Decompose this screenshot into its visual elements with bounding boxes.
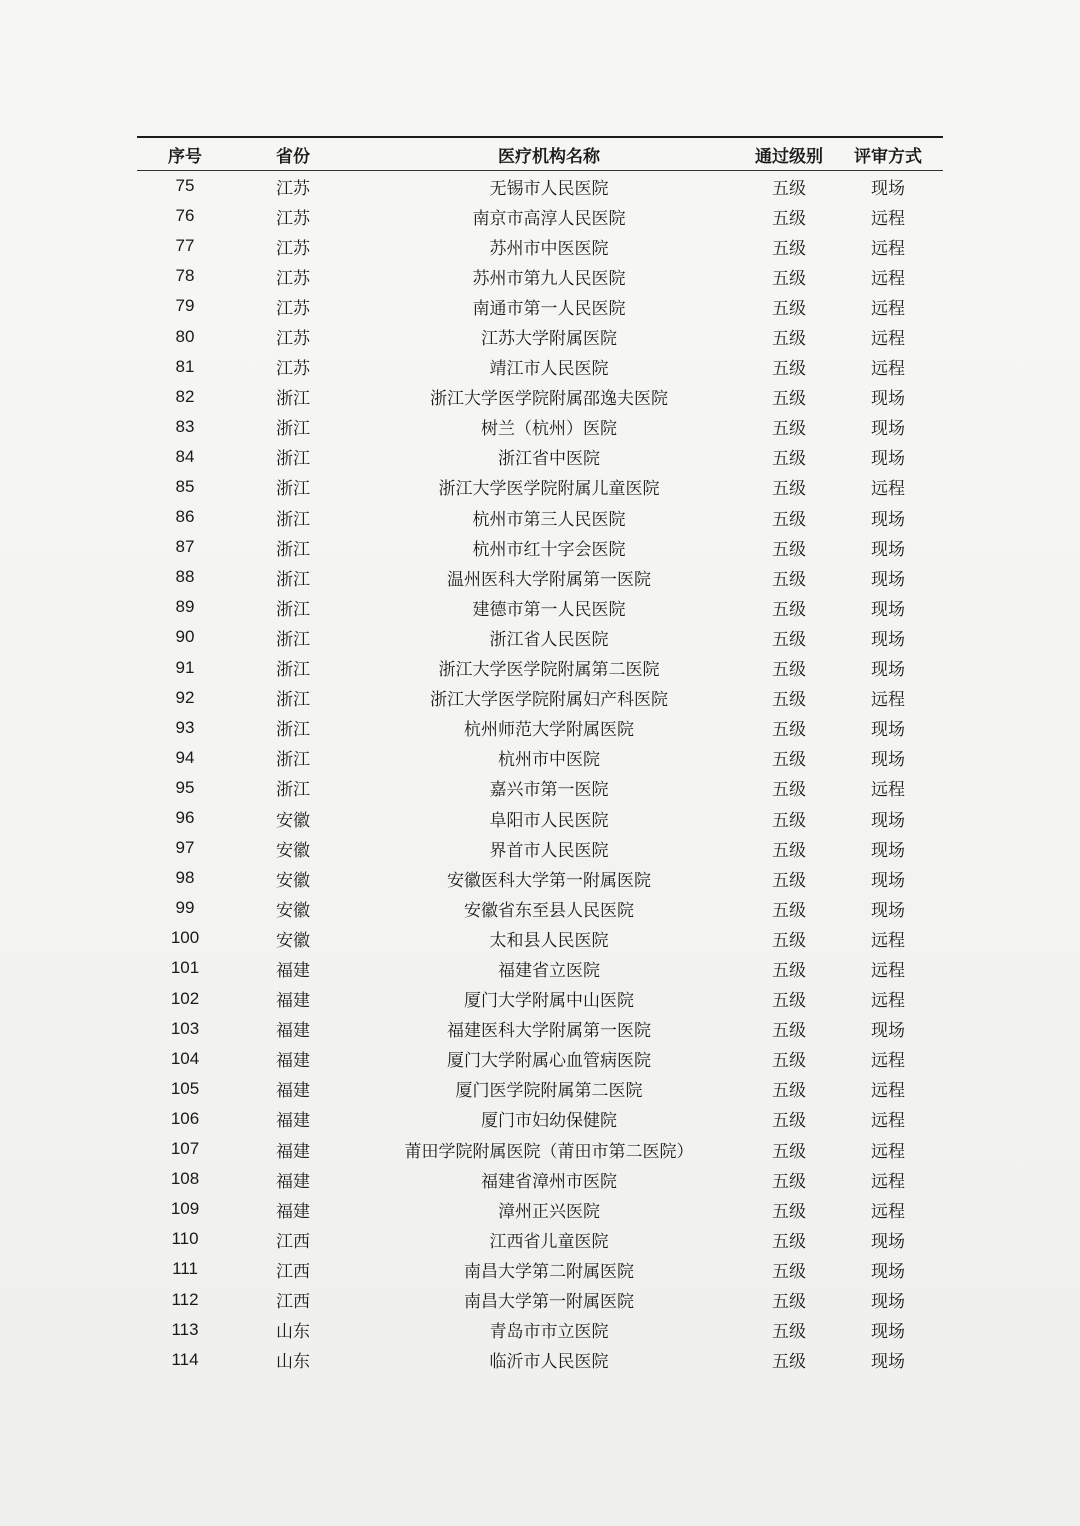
table-row bbox=[137, 592, 943, 622]
cell-name: 南昌大学第二附属医院 bbox=[464, 1261, 634, 1282]
cell-name: 杭州师范大学附属医院 bbox=[464, 720, 634, 741]
cell-level: 五级 bbox=[772, 238, 806, 259]
table-row bbox=[137, 1074, 943, 1104]
table-row bbox=[137, 1014, 943, 1044]
cell-name: 江苏大学附属医院 bbox=[481, 329, 617, 350]
cell-level: 五级 bbox=[772, 810, 806, 831]
cell-name: 厦门大学附属心血管病医院 bbox=[447, 1051, 651, 1072]
table-row bbox=[137, 321, 943, 351]
cell-no: 90 bbox=[175, 627, 195, 647]
cell-name: 靖江市人民医院 bbox=[489, 359, 609, 380]
cell-province: 安徽 bbox=[276, 810, 310, 831]
cell-no: 92 bbox=[175, 687, 195, 707]
cell-level: 五级 bbox=[772, 750, 806, 771]
cell-level: 五级 bbox=[772, 178, 806, 199]
cell-province: 浙江 bbox=[276, 389, 310, 410]
cell-name: 莆田学院附属医院（莆田市第二医院） bbox=[404, 1141, 694, 1162]
cell-mode: 现场 bbox=[871, 539, 905, 560]
table-row bbox=[137, 1345, 943, 1375]
cell-mode: 远程 bbox=[871, 1201, 905, 1222]
cell-level: 五级 bbox=[772, 1261, 806, 1282]
cell-province: 浙江 bbox=[276, 690, 310, 711]
cell-level: 五级 bbox=[772, 1322, 806, 1343]
cell-mode: 现场 bbox=[871, 599, 905, 620]
cell-name: 杭州市第三人民医院 bbox=[472, 509, 626, 530]
cell-level: 五级 bbox=[772, 298, 806, 319]
table-row bbox=[137, 1044, 943, 1074]
cell-no: 79 bbox=[175, 296, 195, 316]
cell-no: 80 bbox=[175, 326, 195, 346]
cell-mode: 现场 bbox=[871, 419, 905, 440]
cell-province: 安徽 bbox=[276, 840, 310, 861]
cell-province: 江苏 bbox=[276, 359, 310, 380]
cell-name: 临沂市人民医院 bbox=[489, 1352, 609, 1373]
hospital-table bbox=[137, 136, 943, 1375]
cell-province: 福建 bbox=[276, 960, 310, 981]
cell-name: 厦门大学附属中山医院 bbox=[464, 991, 634, 1012]
cell-no: 84 bbox=[175, 446, 195, 466]
cell-mode: 现场 bbox=[871, 1292, 905, 1313]
cell-level: 五级 bbox=[772, 991, 806, 1012]
cell-no: 101 bbox=[170, 958, 200, 978]
table-row bbox=[137, 1164, 943, 1194]
cell-mode: 现场 bbox=[871, 840, 905, 861]
cell-name: 青岛市市立医院 bbox=[489, 1322, 609, 1343]
table-body bbox=[137, 171, 943, 1375]
cell-level: 五级 bbox=[772, 479, 806, 500]
cell-name: 厦门市妇幼保健院 bbox=[481, 1111, 617, 1132]
cell-name: 浙江省人民医院 bbox=[489, 629, 609, 650]
cell-mode: 现场 bbox=[871, 1231, 905, 1252]
cell-name: 浙江大学医学院附属邵逸夫医院 bbox=[430, 389, 668, 410]
cell-province: 福建 bbox=[276, 991, 310, 1012]
cell-mode: 远程 bbox=[871, 1141, 905, 1162]
table-row bbox=[137, 291, 943, 321]
cell-no: 104 bbox=[170, 1048, 200, 1068]
cell-province: 江苏 bbox=[276, 238, 310, 259]
table-row bbox=[137, 201, 943, 231]
table-row bbox=[137, 893, 943, 923]
cell-no: 102 bbox=[170, 988, 200, 1008]
cell-province: 浙江 bbox=[276, 780, 310, 801]
cell-level: 五级 bbox=[772, 569, 806, 590]
cell-name: 无锡市人民医院 bbox=[489, 178, 609, 199]
cell-no: 109 bbox=[170, 1199, 200, 1219]
cell-no: 75 bbox=[175, 176, 195, 196]
cell-level: 五级 bbox=[772, 389, 806, 410]
cell-mode: 远程 bbox=[871, 780, 905, 801]
table-row bbox=[137, 833, 943, 863]
table-row bbox=[137, 562, 943, 592]
cell-province: 浙江 bbox=[276, 509, 310, 530]
cell-name: 建德市第一人民医院 bbox=[472, 599, 626, 620]
table-row bbox=[137, 472, 943, 502]
table-row bbox=[137, 683, 943, 713]
cell-level: 五级 bbox=[772, 1171, 806, 1192]
cell-level: 五级 bbox=[772, 900, 806, 921]
cell-level: 五级 bbox=[772, 870, 806, 891]
cell-province: 浙江 bbox=[276, 599, 310, 620]
cell-province: 浙江 bbox=[276, 750, 310, 771]
cell-level: 五级 bbox=[772, 329, 806, 350]
cell-level: 五级 bbox=[772, 1352, 806, 1373]
cell-province: 安徽 bbox=[276, 900, 310, 921]
cell-province: 福建 bbox=[276, 1201, 310, 1222]
table-row bbox=[137, 953, 943, 983]
cell-province: 江苏 bbox=[276, 298, 310, 319]
cell-level: 五级 bbox=[772, 539, 806, 560]
cell-level: 五级 bbox=[772, 419, 806, 440]
cell-no: 108 bbox=[170, 1169, 200, 1189]
cell-province: 福建 bbox=[276, 1051, 310, 1072]
cell-level: 五级 bbox=[772, 1021, 806, 1042]
cell-no: 97 bbox=[175, 838, 195, 858]
cell-province: 安徽 bbox=[276, 870, 310, 891]
cell-no: 96 bbox=[175, 808, 195, 828]
cell-no: 83 bbox=[175, 416, 195, 436]
cell-name: 温州医科大学附属第一医院 bbox=[447, 569, 651, 590]
table-row bbox=[137, 502, 943, 532]
table-row bbox=[137, 863, 943, 893]
cell-mode: 现场 bbox=[871, 660, 905, 681]
cell-mode: 远程 bbox=[871, 991, 905, 1012]
cell-mode: 远程 bbox=[871, 930, 905, 951]
cell-name: 南昌大学第一附属医院 bbox=[464, 1292, 634, 1313]
cell-province: 浙江 bbox=[276, 419, 310, 440]
table-row bbox=[137, 442, 943, 472]
cell-province: 江苏 bbox=[276, 208, 310, 229]
cell-no: 86 bbox=[175, 507, 195, 527]
header-no: 序号 bbox=[168, 146, 202, 167]
cell-mode: 现场 bbox=[871, 389, 905, 410]
cell-level: 五级 bbox=[772, 780, 806, 801]
cell-name: 太和县人民医院 bbox=[489, 930, 609, 951]
cell-level: 五级 bbox=[772, 449, 806, 470]
cell-level: 五级 bbox=[772, 509, 806, 530]
cell-no: 91 bbox=[175, 657, 195, 677]
cell-no: 82 bbox=[175, 386, 195, 406]
header-province: 省份 bbox=[276, 146, 310, 167]
cell-mode: 现场 bbox=[871, 569, 905, 590]
cell-mode: 现场 bbox=[871, 178, 905, 199]
cell-name: 南通市第一人民医院 bbox=[472, 298, 626, 319]
cell-province: 福建 bbox=[276, 1141, 310, 1162]
cell-province: 福建 bbox=[276, 1021, 310, 1042]
cell-name: 嘉兴市第一医院 bbox=[489, 780, 609, 801]
cell-mode: 现场 bbox=[871, 1021, 905, 1042]
cell-no: 95 bbox=[175, 777, 195, 797]
cell-mode: 现场 bbox=[871, 509, 905, 530]
cell-mode: 现场 bbox=[871, 1322, 905, 1343]
cell-name: 福建医科大学附属第一医院 bbox=[447, 1021, 651, 1042]
cell-mode: 远程 bbox=[871, 298, 905, 319]
cell-no: 99 bbox=[175, 898, 195, 918]
cell-province: 浙江 bbox=[276, 479, 310, 500]
table-row bbox=[137, 743, 943, 773]
cell-no: 77 bbox=[175, 236, 195, 256]
cell-no: 103 bbox=[170, 1018, 200, 1038]
cell-name: 浙江省中医院 bbox=[498, 449, 600, 470]
cell-mode: 现场 bbox=[871, 720, 905, 741]
table-row bbox=[137, 412, 943, 442]
table-header-row bbox=[137, 138, 943, 171]
table-row bbox=[137, 803, 943, 833]
cell-mode: 远程 bbox=[871, 208, 905, 229]
cell-name: 福建省立医院 bbox=[498, 960, 600, 981]
cell-province: 江西 bbox=[276, 1231, 310, 1252]
cell-mode: 现场 bbox=[871, 1261, 905, 1282]
cell-mode: 远程 bbox=[871, 1051, 905, 1072]
cell-no: 93 bbox=[175, 717, 195, 737]
cell-name: 安徽医科大学第一附属医院 bbox=[447, 870, 651, 891]
cell-name: 杭州市红十字会医院 bbox=[472, 539, 626, 560]
cell-mode: 远程 bbox=[871, 1171, 905, 1192]
cell-province: 福建 bbox=[276, 1171, 310, 1192]
cell-mode: 远程 bbox=[871, 359, 905, 380]
cell-mode: 现场 bbox=[871, 1352, 905, 1373]
cell-no: 100 bbox=[170, 928, 200, 948]
cell-no: 89 bbox=[175, 597, 195, 617]
header-level: 通过级别 bbox=[755, 146, 823, 167]
cell-level: 五级 bbox=[772, 690, 806, 711]
cell-province: 江西 bbox=[276, 1261, 310, 1282]
cell-mode: 远程 bbox=[871, 690, 905, 711]
table-row bbox=[137, 713, 943, 743]
cell-name: 树兰（杭州）医院 bbox=[481, 419, 617, 440]
table-row bbox=[137, 1315, 943, 1345]
cell-province: 山东 bbox=[276, 1352, 310, 1373]
cell-province: 浙江 bbox=[276, 629, 310, 650]
cell-mode: 远程 bbox=[871, 479, 905, 500]
table-row bbox=[137, 1194, 943, 1224]
cell-mode: 远程 bbox=[871, 960, 905, 981]
cell-level: 五级 bbox=[772, 1141, 806, 1162]
cell-level: 五级 bbox=[772, 840, 806, 861]
cell-no: 87 bbox=[175, 537, 195, 557]
cell-province: 浙江 bbox=[276, 569, 310, 590]
table-row bbox=[137, 261, 943, 291]
cell-level: 五级 bbox=[772, 1292, 806, 1313]
table-row bbox=[137, 352, 943, 382]
cell-province: 江苏 bbox=[276, 268, 310, 289]
cell-no: 111 bbox=[172, 1259, 198, 1279]
cell-name: 浙江大学医学院附属儿童医院 bbox=[438, 479, 660, 500]
cell-level: 五级 bbox=[772, 1111, 806, 1132]
cell-no: 114 bbox=[171, 1349, 199, 1369]
cell-province: 浙江 bbox=[276, 539, 310, 560]
cell-mode: 远程 bbox=[871, 268, 905, 289]
cell-name: 阜阳市人民医院 bbox=[489, 810, 609, 831]
cell-province: 江西 bbox=[276, 1292, 310, 1313]
table-row bbox=[137, 923, 943, 953]
cell-no: 94 bbox=[175, 747, 195, 767]
table-row bbox=[137, 171, 943, 201]
cell-province: 浙江 bbox=[276, 660, 310, 681]
table-row bbox=[137, 1254, 943, 1284]
cell-mode: 远程 bbox=[871, 329, 905, 350]
cell-mode: 现场 bbox=[871, 629, 905, 650]
cell-province: 江苏 bbox=[276, 178, 310, 199]
cell-province: 浙江 bbox=[276, 720, 310, 741]
cell-name: 漳州正兴医院 bbox=[498, 1201, 600, 1222]
table-row bbox=[137, 622, 943, 652]
cell-name: 江西省儿童医院 bbox=[489, 1231, 609, 1252]
cell-no: 85 bbox=[175, 476, 195, 496]
cell-no: 112 bbox=[171, 1289, 199, 1309]
cell-name: 安徽省东至县人民医院 bbox=[464, 900, 634, 921]
cell-no: 113 bbox=[171, 1319, 199, 1339]
cell-name: 杭州市中医院 bbox=[498, 750, 600, 771]
cell-mode: 远程 bbox=[871, 238, 905, 259]
cell-level: 五级 bbox=[772, 1231, 806, 1252]
cell-mode: 现场 bbox=[871, 900, 905, 921]
cell-province: 福建 bbox=[276, 1111, 310, 1132]
cell-level: 五级 bbox=[772, 629, 806, 650]
cell-mode: 远程 bbox=[871, 1081, 905, 1102]
table-row bbox=[137, 773, 943, 803]
cell-mode: 现场 bbox=[871, 449, 905, 470]
cell-level: 五级 bbox=[772, 1201, 806, 1222]
table-row bbox=[137, 231, 943, 261]
table-row bbox=[137, 653, 943, 683]
cell-name: 浙江大学医学院附属第二医院 bbox=[438, 660, 660, 681]
table-row bbox=[137, 382, 943, 412]
cell-name: 南京市高淳人民医院 bbox=[472, 208, 626, 229]
cell-level: 五级 bbox=[772, 960, 806, 981]
cell-mode: 远程 bbox=[871, 1111, 905, 1132]
cell-no: 110 bbox=[171, 1229, 199, 1249]
cell-province: 山东 bbox=[276, 1322, 310, 1343]
cell-province: 福建 bbox=[276, 1081, 310, 1102]
cell-no: 98 bbox=[175, 868, 195, 888]
table-row bbox=[137, 1224, 943, 1254]
cell-no: 78 bbox=[175, 266, 195, 286]
cell-mode: 现场 bbox=[871, 750, 905, 771]
cell-level: 五级 bbox=[772, 930, 806, 951]
cell-name: 苏州市中医医院 bbox=[489, 238, 609, 259]
cell-name: 界首市人民医院 bbox=[489, 840, 609, 861]
cell-level: 五级 bbox=[772, 359, 806, 380]
cell-level: 五级 bbox=[772, 1051, 806, 1072]
cell-no: 106 bbox=[170, 1108, 200, 1128]
cell-province: 安徽 bbox=[276, 930, 310, 951]
cell-name: 福建省漳州市医院 bbox=[481, 1171, 617, 1192]
cell-name: 浙江大学医学院附属妇产科医院 bbox=[430, 690, 668, 711]
table-row bbox=[137, 532, 943, 562]
cell-no: 88 bbox=[175, 567, 195, 587]
table-row bbox=[137, 1104, 943, 1134]
cell-mode: 现场 bbox=[871, 870, 905, 891]
cell-province: 浙江 bbox=[276, 449, 310, 470]
table-row bbox=[137, 984, 943, 1014]
cell-mode: 现场 bbox=[871, 810, 905, 831]
cell-level: 五级 bbox=[772, 1081, 806, 1102]
header-name: 医疗机构名称 bbox=[498, 146, 600, 167]
table-row bbox=[137, 1134, 943, 1164]
cell-level: 五级 bbox=[772, 720, 806, 741]
table-row bbox=[137, 1284, 943, 1314]
cell-level: 五级 bbox=[772, 268, 806, 289]
cell-level: 五级 bbox=[772, 208, 806, 229]
header-mode: 评审方式 bbox=[854, 146, 922, 167]
cell-province: 江苏 bbox=[276, 329, 310, 350]
cell-no: 105 bbox=[170, 1078, 200, 1098]
cell-level: 五级 bbox=[772, 660, 806, 681]
cell-no: 107 bbox=[170, 1139, 200, 1159]
cell-no: 81 bbox=[175, 356, 195, 376]
cell-no: 76 bbox=[175, 206, 195, 226]
cell-name: 苏州市第九人民医院 bbox=[472, 268, 626, 289]
cell-level: 五级 bbox=[772, 599, 806, 620]
cell-name: 厦门医学院附属第二医院 bbox=[455, 1081, 643, 1102]
